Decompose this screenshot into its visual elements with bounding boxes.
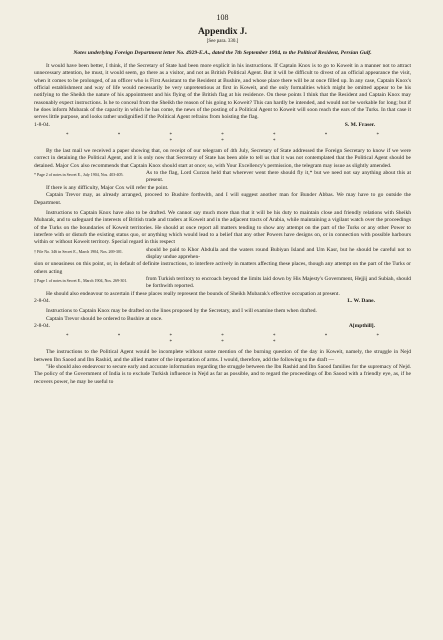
page-number: 108 bbox=[216, 13, 229, 22]
signature-date: 2-8-04. bbox=[34, 297, 51, 304]
signature-name: A[mpthill]. bbox=[348, 323, 375, 329]
notes-heading: Notes underlying Foreign Department letter No. 4929-E.A., dated the 7th September 1904, to the Political Resident, Persian Gulf. bbox=[73, 50, 372, 56]
paragraph-trevor: Captain Trevor may, as already arranged, proceed to Bushire forthwith, and I will suggest another man for Bunder Abbas. We may have to go outside the Department. bbox=[34, 192, 411, 206]
signature-name: L. W. Dane. bbox=[347, 297, 375, 304]
paragraph-flag: As to the flag, Lord Curzon held that wherever went there should fly it,* but we need not say anything about this at present. bbox=[146, 170, 411, 184]
footnote-3: ‡ Page 1 of notes in Secret E., March 1904, Nos. 269-301. bbox=[34, 277, 128, 283]
paragraph-nejd: The instructions to the Political Agent would be incomplete without some mention of the burning question of the day in Koweit, namely, the struggle in Nejd between Ibn Saood and Ibn Rashid, and the allied matter of the importation of arms. I would, therefore, add the following to the draft — bbox=[34, 349, 411, 363]
footnote-1: * Page 2 of notes in Secret E., July 1904, Nos. 403-405. bbox=[34, 172, 124, 178]
section-separator: * * * * * * * * * * bbox=[66, 133, 403, 145]
appendix-title: Appendix J. bbox=[197, 27, 248, 37]
signature-name: S. M. Fraser. bbox=[344, 121, 375, 128]
paragraph-draft-quote: "He should also endeavour to secure early and accurate information regarding the struggle between the Ibn Rashid and Ibn Saood families for the supremacy of Nejd. The policy of the Government of India is to exclude Turkish influence in Nejd as far as possible, and to regard the proceedings of Ibn Saood with a friendly eye, as, if he recovers power, he may be useful to bbox=[34, 364, 411, 385]
section-separator-2: * * * * * * * * * * bbox=[66, 334, 403, 346]
khor-abdulla-row bbox=[34, 247, 411, 262]
flag-paragraph-row bbox=[34, 170, 411, 185]
paragraph-instructions: Instructions to Captain Knox have also to be drafted. We cannot say much more than that it will be his duty to maintain close and friendly relations with Sheikh Mubarak, and to safeguard the interests of British trade and traders at Koweit and in the adjacent tracts of Arabia, while maintaining a vigilant watch over the proceedings of the Turks on the boundaries of Koweit territories. He should at once report all matters tending to show any attempt on the part of the Turks or any other Power to interfere with or disturb the existing status quo, or anything which would lead to a belief that any other Powers have designs on, or in connection with possible harbours within or without Koweit territory. Special regard in this respect bbox=[34, 209, 411, 246]
appendix-reference: [See para. 330.] bbox=[206, 39, 239, 44]
paragraph-instructions-cont: sion or uneasiness on this point, or, in default of definite instructions, to interfere actively in matters affecting these places, though any attempt on the part of the Turks or others acting bbox=[34, 261, 411, 275]
paragraph-fraser: It would have been better, I think, if the Secretary of State had been more explicit in his instructions. If Captain Knox is to go to Koweit in a manner not to attract unnecessary attention, he must, it would seem, go there as a visitor, and not as British Political Agent. But it will be difficult to divest of an official appearance the visit, when it comes to be prolonged, of an officer who is First Assistant to the Resident at Bushire, and whose place there will be at once filled up. In any case, Captain Knox's official establishment and way of life would necessarily be very unpretentious at first in Koweit, and the only formalities which might be omitted appear to be his notifying to the Sheikh the nature of his appointment and his flying of the British flag at his residence. On these points I think that the Resident and Captain Knox may reasonably expect instructions. Is he to conceal from the Sheikh the reason of his going to Koweit? This can hardly be intended, and would not be workable for long; but if he does inform Mubarak of the capacity in which he has come, the news of the posting of a Political Agent to Koweit will soon reach the ears of the Turks. In that case it serves little purpose, and looks rather undignified if the Political Agent refrains from hoisting the flag. bbox=[34, 63, 411, 121]
signature-date: 2-8-04. bbox=[34, 323, 51, 329]
paragraph-limits: from Turkish territory to encroach beyond the limits laid down by His Majesty's Government, Hejjij and Subiah, should be forthwith reported. bbox=[146, 275, 411, 290]
paragraph-bushire: Captain Trevor should be ordered to Bushire at once. bbox=[46, 315, 163, 322]
paragraph-refer: If there is any difficulty, Major Cox will refer the point. bbox=[46, 184, 169, 191]
paragraph-occupation: He should also endeavour to ascertain if these places really represent the bounds of Sheikh Mubarak's effective occupation at present. bbox=[46, 290, 340, 297]
limits-row bbox=[34, 276, 411, 291]
paragraph-draft-instructions: Instructions to Captain Knox may be drafted on the lines proposed by the Secretary, and I will examine them when drafted. bbox=[46, 308, 317, 315]
footnote-2: † File No. 346 in Secret E., March 1904, Nos. 269-301. bbox=[34, 248, 123, 254]
signature-fraser bbox=[34, 122, 411, 129]
signature-ampthill bbox=[34, 323, 411, 330]
paragraph-telegram: By the last mail we received a paper showing that, on receipt of our telegram of 4th July, Secretary of State addressed the Foreign Secretary to know if we were correct in detaining the Political Agent, and it is only now that Secretary of State has been able to tell us that it was not contemplated that the Political Agent should be detained. Major Cox also recommends that Captain Knox should start at once; so, with Your Excellency's permission, the telegram may issue as slightly amended. bbox=[34, 148, 411, 169]
paragraph-khor-abdulla: should be paid to Khor Abdulla and the waters round Bubiyan Island and Um Kasr, but he should be careful not to display undue apprehen- bbox=[146, 246, 411, 260]
signature-date: 1-8-04. bbox=[34, 121, 51, 128]
signature-dane bbox=[34, 298, 411, 305]
